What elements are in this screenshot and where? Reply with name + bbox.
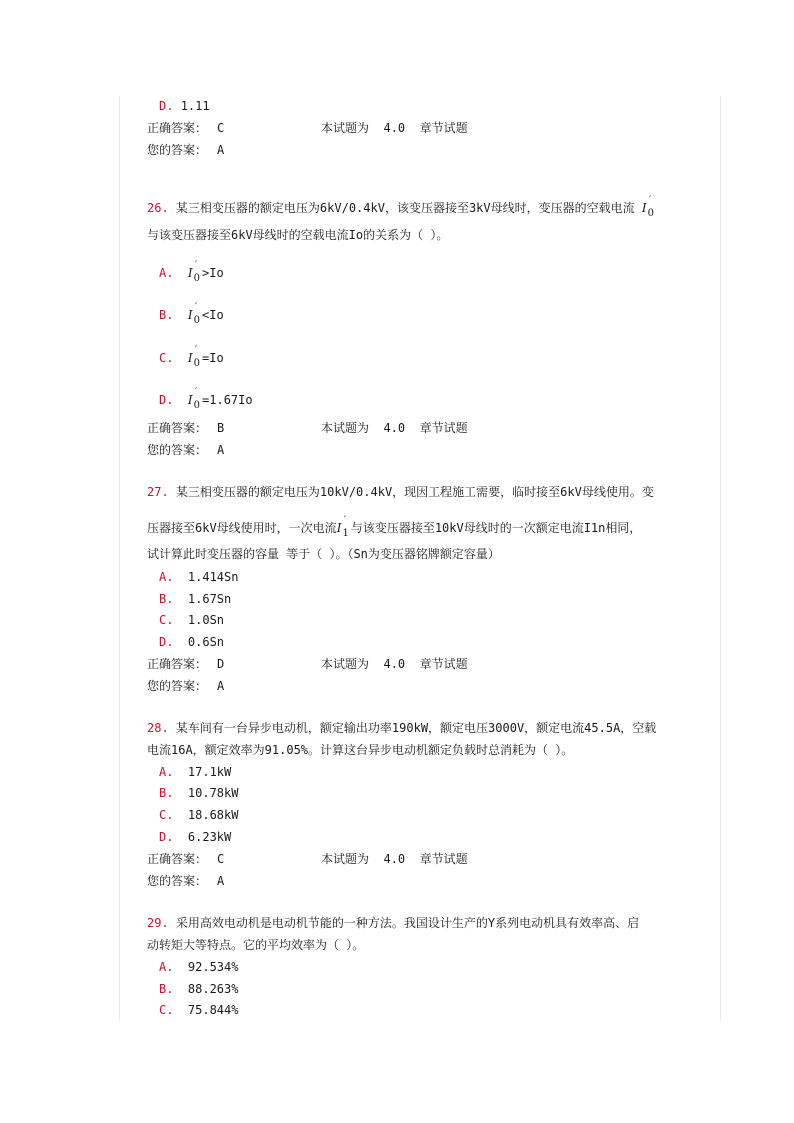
option-text: <Io: [202, 308, 224, 322]
option-d: [159, 387, 253, 411]
option-b: [159, 590, 231, 608]
question-number: 26.: [147, 201, 169, 215]
your-answer-value: A: [217, 143, 225, 157]
option-b: [159, 980, 238, 998]
option-letter: D.: [159, 393, 174, 407]
score-label: 本试题为: [321, 421, 370, 435]
current-symbol: I ′ $_0$: [641, 195, 654, 219]
option-a: [159, 568, 238, 586]
correct-answer-label: 正确答案：: [147, 657, 208, 671]
option-letter: C.: [159, 808, 174, 822]
current-symbol: I ′ $_0$: [187, 260, 201, 284]
your-answer-row: [147, 441, 224, 459]
correct-answer-label: 正确答案：: [147, 421, 208, 435]
your-answer-label: 您的答案：: [147, 143, 208, 157]
option-letter: A.: [159, 266, 174, 280]
option-text: 0.6Sn: [187, 635, 225, 649]
option-a: [159, 958, 238, 976]
score-label: 本试题为: [321, 852, 370, 866]
your-answer-label: 您的答案：: [147, 874, 208, 888]
option-letter: C.: [159, 351, 174, 365]
option-text: 92.534%: [187, 960, 239, 974]
question-number: 29.: [147, 916, 169, 930]
option-letter: A.: [159, 765, 174, 779]
question-26-line1: [147, 195, 656, 219]
current-symbol: I ′ $_0$: [187, 345, 201, 369]
option-letter: B.: [159, 308, 174, 322]
option-letter: C.: [159, 613, 174, 627]
question-27-line2: [147, 515, 642, 539]
option-letter: A.: [159, 960, 174, 974]
option-c: [159, 1001, 238, 1019]
question-text: 采用高效电动机是电动机节能的一种方法。我国设计生产的Y系列电动机具有效率高、启: [175, 916, 640, 930]
option-text: 18.68kW: [187, 808, 239, 822]
option-text: 6.23kW: [187, 830, 232, 844]
option-letter: B.: [159, 786, 174, 800]
option-text: 1.0Sn: [187, 613, 225, 627]
question-28-line2: 电流16A，额定效率为91.05%。计算这台异步电动机额定负载时总消耗为（ ）。: [147, 743, 574, 757]
section-label: 章节试题: [419, 121, 468, 135]
option-b: [159, 784, 238, 802]
option-letter: A.: [159, 570, 174, 584]
correct-answer-value: B: [217, 421, 225, 435]
option-d-prev: [159, 97, 210, 115]
option-letter: B.: [159, 592, 174, 606]
option-text: 17.1kW: [187, 765, 232, 779]
option-a: [159, 763, 231, 781]
option-text: >Io: [202, 266, 224, 280]
correct-answer-row: [147, 119, 468, 137]
question-text: 压器接至6kV母线使用时，一次电流: [147, 521, 337, 535]
current-symbol: I ′ $_0$: [187, 302, 201, 326]
option-letter: D.: [159, 635, 174, 649]
option-text: 1.414Sn: [187, 570, 239, 584]
your-answer-value: A: [217, 443, 225, 457]
option-text: 10.78kW: [187, 786, 239, 800]
your-answer-row: [147, 872, 224, 890]
option-letter: D.: [159, 830, 174, 844]
your-answer-value: A: [217, 874, 225, 888]
score-value: 4.0: [383, 121, 406, 135]
question-text: 某三相变压器的额定电压为6kV/0.4kV，该变压器接至3kV母线时，变压器的空载电流: [175, 201, 635, 215]
correct-answer-label: 正确答案：: [147, 852, 208, 866]
correct-answer-row: [147, 850, 468, 868]
question-27-line3: 试计算此时变压器的容量 等于（ ）。（Sn为变压器铭牌额定容量）: [147, 547, 500, 561]
option-d: [159, 828, 231, 846]
question-26-line2: 与该变压器接至6kV母线时的空载电流Io的关系为（ ）。: [147, 228, 449, 242]
option-c: [159, 806, 238, 824]
your-answer-row: [147, 677, 224, 695]
option-b: [159, 302, 224, 326]
score-label: 本试题为: [321, 657, 370, 671]
option-a: [159, 260, 224, 284]
question-text: 与该变压器接至10kV母线时的一次额定电流I1n相同，: [350, 521, 642, 535]
option-text: =1.67Io: [202, 393, 253, 407]
score-value: 4.0: [383, 421, 406, 435]
option-text: 75.844%: [187, 1003, 239, 1017]
question-text: 某三相变压器的额定电压为10kV/0.4kV，现因工程施工需要，临时接至6kV母线使用。变: [175, 485, 654, 499]
section-label: 章节试题: [419, 852, 468, 866]
option-letter: D.: [159, 99, 174, 113]
question-number: 28.: [147, 721, 169, 735]
option-letter: C.: [159, 1003, 174, 1017]
correct-answer-row: [147, 419, 468, 437]
question-number: 27.: [147, 485, 169, 499]
option-text: =Io: [202, 351, 224, 365]
current-symbol: I ′ $_1$: [336, 515, 349, 539]
correct-answer-label: 正确答案：: [147, 121, 208, 135]
your-answer-row: [147, 141, 224, 159]
question-29-line1: [147, 914, 639, 932]
current-symbol: I ′ $_0$: [187, 387, 201, 411]
option-c: [159, 345, 224, 369]
correct-answer-value: C: [217, 121, 225, 135]
correct-answer-value: C: [217, 852, 225, 866]
question-29-line2: 动转矩大等特点。它的平均效率为（ ）。: [147, 938, 365, 952]
correct-answer-value: D: [217, 657, 225, 671]
option-letter: B.: [159, 982, 174, 996]
option-text: 1.11: [180, 99, 210, 113]
question-28-line1: [147, 719, 656, 737]
option-c: [159, 611, 224, 629]
question-27-line1: [147, 483, 654, 501]
your-answer-label: 您的答案：: [147, 679, 208, 693]
correct-answer-row: [147, 655, 468, 673]
score-label: 本试题为: [321, 121, 370, 135]
option-text: 1.67Sn: [187, 592, 232, 606]
option-text: 88.263%: [187, 982, 239, 996]
question-text: 某车间有一台异步电动机，额定输出功率190kW，额定电压3000V，额定电流45.5A，空载: [175, 721, 657, 735]
section-label: 章节试题: [419, 421, 468, 435]
your-answer-label: 您的答案：: [147, 443, 208, 457]
section-label: 章节试题: [419, 657, 468, 671]
score-value: 4.0: [383, 852, 406, 866]
your-answer-value: A: [217, 679, 225, 693]
score-value: 4.0: [383, 657, 406, 671]
option-d: [159, 633, 224, 651]
